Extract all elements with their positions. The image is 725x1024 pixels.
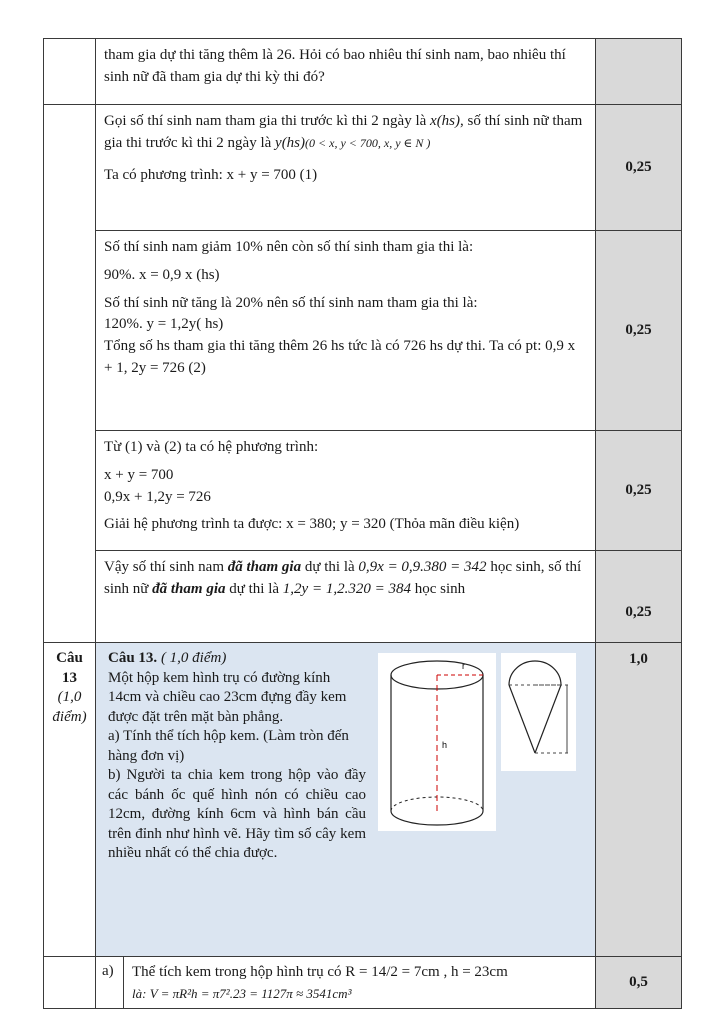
score-value: 1,0 <box>596 643 682 957</box>
ice-cream-cone-figure <box>501 653 576 771</box>
table-row <box>44 431 682 551</box>
score-value: 0,25 <box>596 551 682 643</box>
solution-step: Ta có phương trình: x + y = 700 (1) <box>104 166 318 183</box>
part-a-cell <box>96 957 596 1009</box>
conclusion: Vậy số thí sinh nam đã tham gia dự thi là 0,9x = 0,9.380 = 342 học sinh, số thí sinh nữ đã tham gia dự thi là 1,2y = 1,2.320 = 384 học sinh <box>104 559 582 597</box>
table-row <box>44 957 682 1009</box>
question-13-text: Câu 13. ( 1,0 điểm) Một hộp kem hình trụ có đường kính 14cm và chiều cao 23cm đựng đầy kem được đặt trên mặt bàn phẳng. a) Tính thể tích hộp kem. (Làm tròn đến hàng đơn vị) b) Người ta chia kem trong hộp vào đầy các bánh ốc quế hình nón có chiều cao 12cm, đường kính 6cm và hình bán cầu trên đỉnh như hình vẽ. Hãy tìm số cây kem nhiều nhất có thể chia được. <box>108 650 366 861</box>
score-cell <box>596 39 682 105</box>
answer-table <box>43 38 682 1009</box>
question-13-cell <box>96 643 596 957</box>
solution-step: Số thí sinh nam giảm 10% nên còn số thí sinh tham gia thi là: <box>104 239 474 255</box>
table-row <box>44 231 682 431</box>
text-cell <box>96 105 596 231</box>
part-a-label: a) <box>96 957 124 1008</box>
question-cell <box>44 957 96 1009</box>
part-a-line: là: V = πR²h = π7².23 = 1127π ≈ 3541cm³ <box>132 985 352 1001</box>
score-value: 0,25 <box>596 431 682 551</box>
question-label-cell: Câu 13 (1,0 điểm) <box>44 643 96 957</box>
text-cell: Từ (1) và (2) ta có hệ phương trình: x + y = 700 0,9x + 1,2y = 726 Giải hệ phương trình ta được: x = 380; y = 320 (Thỏa mãn điều kiện) <box>96 431 596 551</box>
question-cell <box>44 105 96 643</box>
score-value: 0,5 <box>596 957 682 1009</box>
cylinder-figure <box>378 653 496 831</box>
problem-continuation: tham gia dự thi tăng thêm là 26. Hỏi có bao nhiêu thí sinh nam, bao nhiêu thí sinh nữ đã tham gia dự thi kỳ thi đó? <box>104 47 566 85</box>
text-cell <box>96 39 596 105</box>
solution-step: Gọi số thí sinh nam tham gia thi trước kì thi 2 ngày là x(hs), số thí sinh nữ tham gia thi trước kì thi 2 ngày là y(hs)(0 < x, y < 700, x, y ∈ N ) <box>104 113 583 151</box>
solution-step: Từ (1) và (2) ta có hệ phương trình: <box>104 439 322 455</box>
question-cell <box>44 39 96 105</box>
solution-step: Giải hệ phương trình ta được: x = 380; y = 320 (Thỏa mãn điều kiện) <box>104 516 520 533</box>
solution-step: Số thí sinh nữ tăng là 20% nên số thí sinh nam tham gia thi là: <box>104 294 478 311</box>
table-row <box>44 551 682 643</box>
solution-step: 120%. y = 1,2y( hs) <box>104 316 224 333</box>
text-cell <box>96 231 596 431</box>
solution-step: 90%. x = 0,9 x (hs) <box>104 266 220 283</box>
table-row <box>44 643 682 957</box>
table-row <box>44 39 682 105</box>
radius-label: r <box>462 661 465 671</box>
part-a-line: Thể tích kem trong hộp hình trụ có R = 14/2 = 7cm , h = 23cm <box>132 964 508 980</box>
score-value: 0,25 <box>596 231 682 431</box>
height-label: h <box>442 740 448 750</box>
answer-sheet <box>43 38 681 1001</box>
table-row <box>44 105 682 231</box>
text-cell <box>96 551 596 643</box>
solution-step: Tổng số hs tham gia thi tăng thêm 26 hs tức là có 726 hs dự thi. Ta có pt: 0,9 x + 1, 2y = 726 (2) <box>104 338 576 376</box>
score-value: 0,25 <box>596 105 682 231</box>
